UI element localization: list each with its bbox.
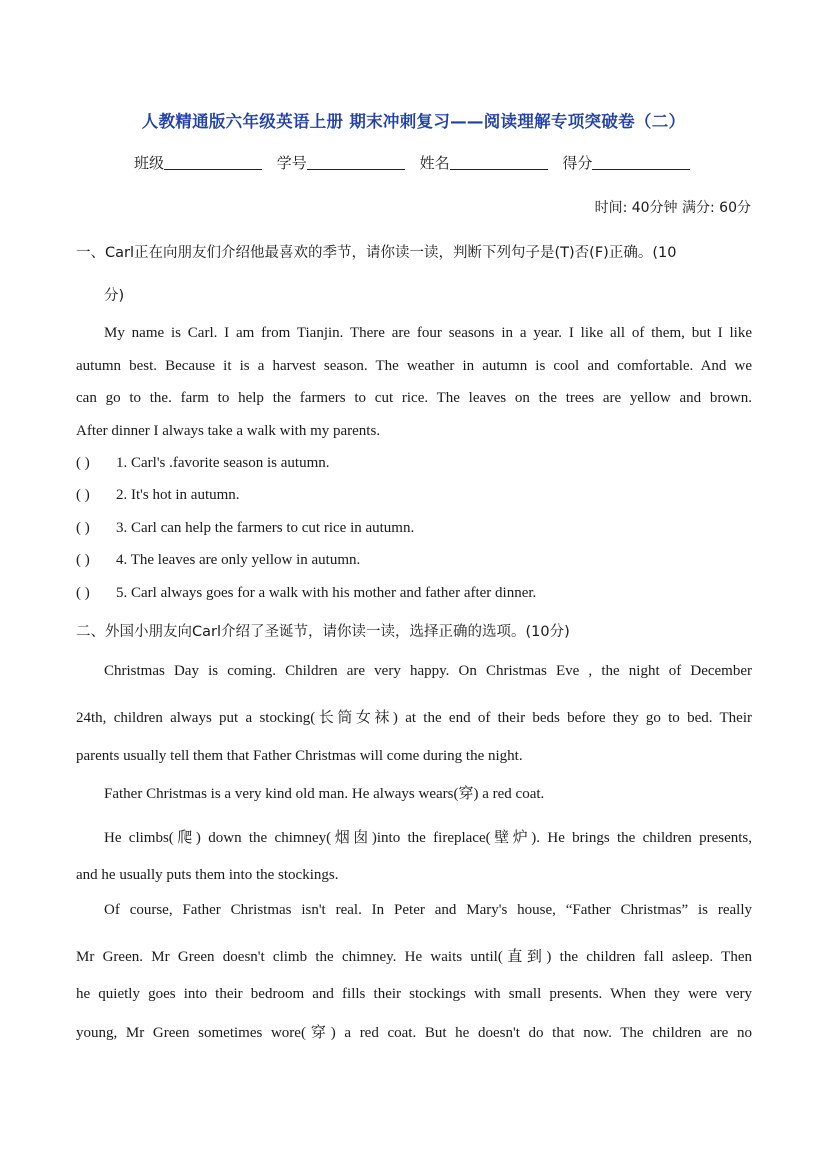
tf-question: ( ) 2. It's hot in autumn. <box>76 487 240 503</box>
answer-blank[interactable]: ( ) <box>76 520 90 536</box>
student-number-blank[interactable] <box>307 155 405 170</box>
score-blank[interactable] <box>592 155 690 170</box>
class-field: 班级 <box>134 154 262 172</box>
section1-heading: 一、Carl正在向朋友们介绍他最喜欢的季节，请你读一读，判断下列句子是(T)否(F)正确。(10 <box>76 245 677 261</box>
section1-heading-cont: 分) <box>104 288 125 304</box>
score-field: 得分 <box>562 154 690 172</box>
passage2-line: Mr Green. Mr Green doesn't climb the chimney. He waits until(直到) the children fall asleep. Then <box>76 949 752 965</box>
tf-question: ( ) 5. Carl always goes for a walk with his mother and father after dinner. <box>76 585 537 601</box>
passage2-line: He climbs(爬) down the chimney(烟囱)into the fireplace(壁炉). He brings the children presents, <box>104 830 752 846</box>
passage2-line: Father Christmas is a very kind old man. He always wears(穿) a red coat. <box>104 786 545 802</box>
passage2-line: Of course, Father Christmas isn't real. In Peter and Mary's house, “Father Christmas” is really <box>104 902 752 918</box>
answer-blank[interactable]: ( ) <box>76 455 90 471</box>
tf-question: ( ) 4. The leaves are only yellow in autumn. <box>76 552 361 568</box>
name-field: 姓名 <box>420 154 548 172</box>
student-info-row <box>134 152 700 173</box>
tf-question: ( ) 3. Carl can help the farmers to cut rice in autumn. <box>76 520 415 536</box>
passage2-line: parents usually tell them that Father Christmas will come during the night. <box>76 748 523 764</box>
page-title: 人教精通版六年级英语上册 期末冲刺复习——阅读理解专项突破卷（二） <box>141 112 686 131</box>
time-and-score-info: 时间: 40分钟 满分: 60分 <box>594 200 751 216</box>
answer-blank[interactable]: ( ) <box>76 552 90 568</box>
tf-question: ( ) 1. Carl's .favorite season is autumn. <box>76 455 330 471</box>
name-blank[interactable] <box>450 155 548 170</box>
student-number-field: 学号 <box>277 154 405 172</box>
passage2-line: he quietly goes into their bedroom and fills their stockings with small presents. When they were very <box>76 986 752 1002</box>
passage2-line: Christmas Day is coming. Children are very happy. On Christmas Eve , the night of December <box>104 663 752 679</box>
passage1-line: After dinner I always take a walk with my parents. <box>76 423 381 439</box>
passage2-line: 24th, children always put a stocking(长筒女袜) at the end of their beds before they go to bed. Their <box>76 710 752 726</box>
class-blank[interactable] <box>164 155 262 170</box>
section2-heading: 二、外国小朋友向Carl介绍了圣诞节，请你读一读，选择正确的选项。(10分) <box>76 624 570 640</box>
passage1-line: autumn best. Because it is a harvest season. The weather in autumn is cool and comfortable. And we <box>76 358 752 374</box>
passage1-line: My name is Carl. I am from Tianjin. There are four seasons in a year. I like all of them, but I like <box>104 325 752 341</box>
passage1-line: can go to the. farm to help the farmers to cut rice. The leaves on the trees are yellow and brown. <box>76 390 752 406</box>
passage2-line: young, Mr Green sometimes wore(穿) a red coat. But he doesn't do that now. The children are no <box>76 1025 752 1041</box>
answer-blank[interactable]: ( ) <box>76 585 90 601</box>
passage2-line: and he usually puts them into the stockings. <box>76 867 339 883</box>
answer-blank[interactable]: ( ) <box>76 487 90 503</box>
